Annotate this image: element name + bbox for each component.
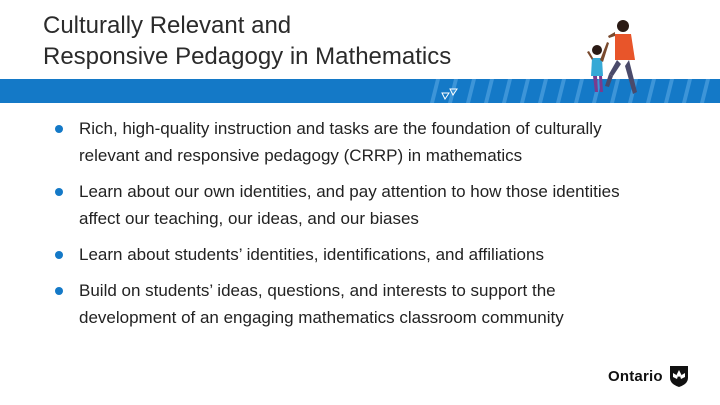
bullet-item: [55, 277, 705, 331]
ontario-logo: [608, 364, 690, 388]
bullet-line-2: relevant and responsive pedagogy (CRRP) in mathematics: [79, 146, 523, 165]
bullet-line-2: affect our teaching, our ideas, and our biases: [79, 209, 419, 228]
bullet-item: [55, 178, 705, 232]
bullet-dot: [55, 287, 63, 295]
title-line-1: Culturally Relevant and: [43, 12, 292, 39]
title-line-2: Responsive Pedagogy in Mathematics: [43, 43, 452, 70]
bullet-dot: [55, 251, 63, 259]
bullet-item: [55, 115, 705, 169]
bullet-dot: [55, 188, 63, 196]
trillium-icon: [668, 364, 690, 388]
slide-title: [43, 10, 451, 72]
bullet-line-1: Build on students’ ideas, questions, and interests to support the: [79, 281, 556, 300]
bullet-line-2: development of an engaging mathematics classroom community: [79, 308, 564, 327]
bullet-line-1: Rich, high-quality instruction and tasks are the foundation of culturally: [79, 119, 602, 138]
bullet-line-1: Learn about students’ identities, identifications, and affiliations: [79, 245, 544, 264]
high-five-illustration: [575, 8, 655, 100]
bullet-dot: [55, 125, 63, 133]
logo-wordmark: Ontario: [608, 367, 663, 385]
bullet-line-1: Learn about our own identities, and pay attention to how those identities: [79, 182, 620, 201]
bullet-item: [55, 241, 705, 268]
bullet-list: [55, 115, 705, 340]
